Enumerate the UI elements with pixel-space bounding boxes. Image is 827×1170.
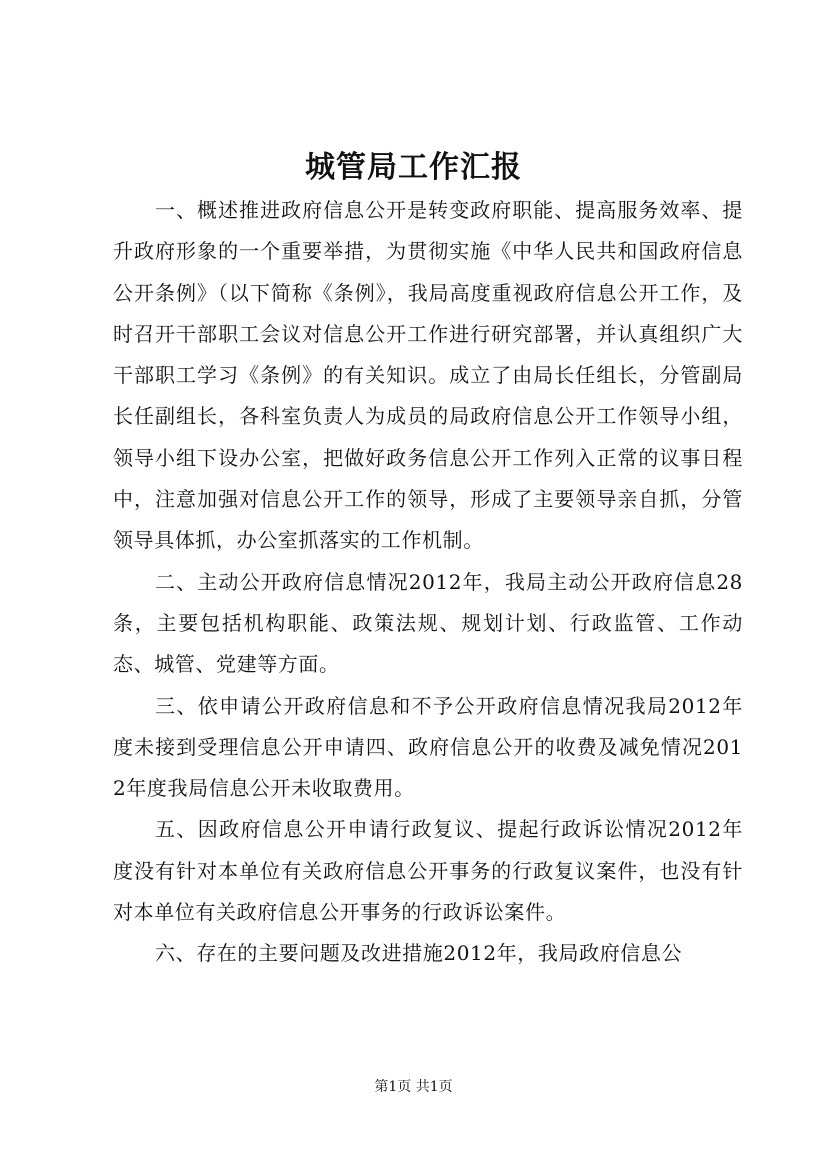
- paragraph-application-disclosure: 三、依申请公开政府信息和不予公开政府信息情况我局2012年度未接到受理信息公开申请四、政府信息公开的收费及减免情况2012年度我局信息公开未收取费用。: [113, 693, 743, 801]
- paragraph-review-litigation: 五、因政府信息公开申请行政复议、提起行政诉讼情况2012年度没有针对本单位有关政府信息公开事务的行政复议案件，也没有针对本单位有关政府信息公开事务的行政诉讼案件。: [113, 817, 743, 925]
- paragraph-problems-improvements: 六、存在的主要问题及改进措施2012年，我局政府信息公: [155, 941, 683, 966]
- paragraph-overview: 一、概述推进政府信息公开是转变政府职能、提高服务效率、提升政府形象的一个重要举措，为贯彻实施《中华人民共和国政府信息公开条例》（以下简称《条例》，我局高度重视政府信息公开工作，及时召开干部职工会议对信息公开工作进行研究部署，并认真组织广大干部职工学习《条例》的有关知识。成立了由局长任组长，分管副局长任副组长，各科室负责人为成员的局政府信息公开工作领导小组，领导小组下设办公室，把做好政务信息公开工作列入正常的议事日程中，注意加强对信息公开工作的领导，形成了主要领导亲自抓，分管领导具体抓，办公室抓落实的工作机制。: [113, 198, 743, 553]
- page-number-footer: 第1页 共1页: [374, 1079, 453, 1095]
- document-title: 城管局工作汇报: [305, 150, 522, 185]
- paragraph-active-disclosure: 二、主动公开政府信息情况2012年，我局主动公开政府信息28条，主要包括机构职能、政策法规、规划计划、行政监管、工作动态、城管、党建等方面。: [113, 569, 743, 677]
- document-body: [113, 190, 743, 975]
